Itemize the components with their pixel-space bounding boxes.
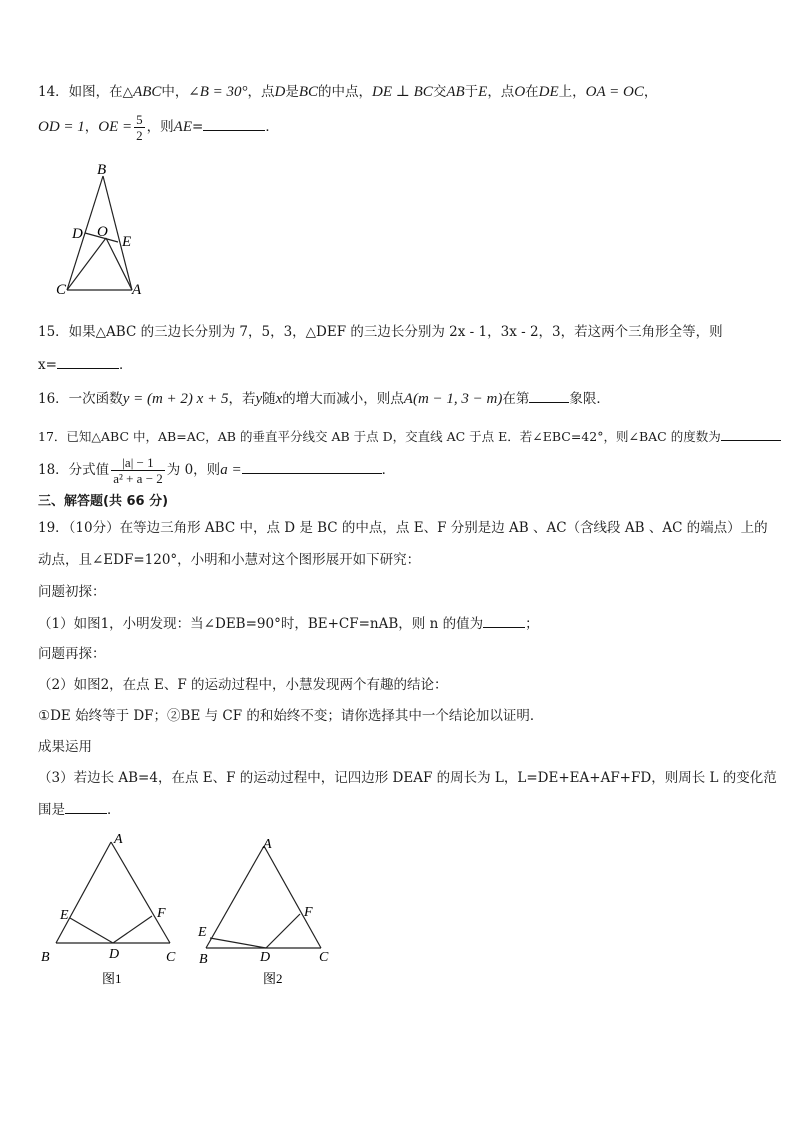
- q14-text: 是: [285, 84, 299, 100]
- q14-text: ．: [265, 119, 279, 135]
- label-b: B: [41, 950, 50, 965]
- q18-text: 18．分式值: [38, 462, 110, 478]
- q16-math: A(m − 1, 3 − m): [403, 391, 503, 407]
- q16-text: ，若: [228, 391, 256, 407]
- q19-part3b: [38, 799, 121, 820]
- q19-part2: （2）如图2，在点 E、F 的运动过程中，小慧发现两个有趣的结论：: [38, 677, 448, 693]
- q18-fraction: [111, 455, 165, 486]
- q19-part1-answer-blank[interactable]: [483, 613, 525, 628]
- segment-df: [266, 914, 300, 948]
- label-d: D: [260, 950, 271, 965]
- label-d: D: [72, 226, 83, 242]
- q19-part3-answer-blank[interactable]: [65, 799, 107, 814]
- q14-text: ，则: [146, 119, 174, 135]
- segment-co: [67, 238, 106, 290]
- segment-ed: [70, 918, 113, 943]
- label-c: C: [56, 282, 67, 298]
- label-e: E: [198, 925, 207, 940]
- q16-answer-blank[interactable]: [529, 388, 569, 403]
- segment-df: [113, 916, 152, 943]
- q14-line2: [38, 112, 279, 143]
- q14-text: ，: [643, 84, 658, 100]
- fraction-denominator: 2: [136, 128, 143, 143]
- q14-math: OA = OC: [585, 84, 644, 100]
- q19-text: 围是: [38, 802, 65, 818]
- q16-text: 随: [262, 391, 276, 407]
- q14-math: DE ⊥ BC: [372, 84, 433, 100]
- q14-math: BC: [298, 84, 319, 100]
- q14-answer-blank[interactable]: [203, 116, 265, 131]
- fraction-numerator: 5: [136, 112, 143, 127]
- q17-text: 17．已知△ABC 中，AB=AC，AB 的垂直平分线交 AB 于点 D，交直线 AC 于点 E．若∠EBC=42°，则∠BAC 的度数为: [38, 429, 721, 444]
- q14-figure: [50, 160, 160, 300]
- q14-math: OD = 1: [38, 119, 85, 135]
- q17-answer-blank[interactable]: [721, 426, 781, 441]
- q18-line: [38, 454, 395, 486]
- label-d: D: [109, 947, 120, 962]
- label-e: E: [60, 908, 69, 923]
- q18-math: a =: [220, 462, 242, 478]
- q14-math: AE: [173, 119, 192, 135]
- q19-part3a: （3）若边长 AB=4，在点 E、F 的运动过程中，记四边形 DEAF 的周长为 L，L=DE+EA+AF+FD，则周长 L 的变化范: [38, 770, 777, 786]
- q16-line: [38, 388, 610, 409]
- q19-heading-1: 问题初探：: [38, 584, 106, 600]
- section-title: 三、解答题(共 66 分): [38, 494, 169, 509]
- q16-text: 象限．: [569, 391, 610, 407]
- q15-line1: 15．如果△ABC 的三边长分别为 7，5，3，△DEF 的三边长分别为 2x - 1，3x - 2，3，若这两个三角形全等，则: [38, 324, 723, 340]
- label-b: B: [97, 162, 107, 178]
- q19-figure-2: [190, 828, 340, 988]
- label-f: F: [157, 906, 166, 921]
- q17-line: [38, 426, 781, 447]
- q19-line1: 19．（10分）在等边三角形 ABC 中，点 D 是 BC 的中点，点 E、F 分别是边 AB 、AC（含线段 AB 、AC 的端点）上的: [38, 520, 768, 536]
- q19-part2b: ①DE 始终等于 DF；②BE 与 CF 的和始终不变；请你选择其中一个结论加以证明．: [38, 708, 544, 724]
- q15-line2: [38, 354, 132, 375]
- q19-line2: 动点，且∠EDF=120°，小明和小慧对这个图形展开如下研究：: [38, 552, 421, 568]
- q16-text: 的增大而减小，则点: [282, 391, 404, 407]
- segment-ed: [210, 938, 266, 948]
- q16-text: 16．一次函数: [38, 391, 123, 407]
- q16-math: x: [275, 391, 283, 407]
- q19-text: ；: [525, 616, 539, 632]
- segment-ac: [111, 842, 170, 943]
- q19-heading-3: 成果运用: [38, 739, 92, 755]
- q14-math: OE =: [98, 119, 133, 135]
- q14-math: D: [274, 84, 286, 100]
- q14-text: 的中点，: [318, 84, 373, 100]
- q14-text: =: [192, 119, 204, 135]
- q18-answer-blank[interactable]: [242, 459, 382, 474]
- segment-ac: [264, 846, 321, 948]
- figure-2-caption: 图2: [263, 971, 283, 986]
- q19-heading-2: 问题再探：: [38, 646, 106, 662]
- q14-text: ，点: [487, 84, 515, 100]
- q14-math: B = 30°: [199, 84, 248, 100]
- q19-text: ．: [107, 802, 121, 818]
- label-c: C: [319, 950, 329, 965]
- label-f: F: [304, 905, 313, 920]
- label-a: A: [114, 832, 123, 847]
- q18-text: 为 0，则: [166, 462, 221, 478]
- q14-math: O: [514, 84, 526, 100]
- q15-text: ．: [118, 357, 133, 373]
- label-a: A: [263, 837, 272, 852]
- label-e: E: [122, 234, 132, 250]
- label-o: O: [97, 224, 108, 240]
- q16-math: y: [255, 391, 263, 407]
- q15-answer-blank[interactable]: [57, 354, 119, 369]
- q14-math: AB: [446, 84, 465, 100]
- q14-math: DE: [538, 84, 559, 100]
- q19-part1: [38, 613, 539, 634]
- q14-text: ，: [84, 119, 99, 135]
- segment-ab: [56, 842, 111, 943]
- q14-text: ，点: [247, 84, 275, 100]
- q18-text: ．: [381, 462, 396, 478]
- q14-text: 在: [525, 84, 539, 100]
- q14-text: 中，∠: [161, 84, 200, 100]
- q15-text: x=: [38, 357, 57, 373]
- q14-fraction: [134, 112, 145, 143]
- q14-math: ABC: [133, 84, 162, 100]
- label-c: C: [166, 950, 176, 965]
- q14-text: 交: [432, 84, 447, 100]
- q14-text: 于: [464, 84, 479, 100]
- fraction-numerator: |a| − 1: [111, 455, 165, 471]
- segment-ab: [206, 846, 264, 948]
- q14-math: E: [478, 84, 488, 100]
- figure-1-caption: 图1: [102, 971, 122, 986]
- q19-text: （1）如图1，小明发现：当∠DEB=90°时，BE+CF=nAB，则 n 的值为: [38, 616, 484, 632]
- q14-line1: [38, 82, 657, 102]
- q14-text: 14．如图，在△: [38, 84, 134, 100]
- q16-math: y = (m + 2) x + 5: [122, 391, 229, 407]
- fraction-denominator: a² + a − 2: [113, 471, 163, 486]
- q14-text: 上，: [558, 84, 586, 100]
- q16-text: 在第: [502, 391, 530, 407]
- q19-figure-1: [38, 828, 188, 988]
- label-a: A: [132, 282, 142, 298]
- label-b: B: [199, 952, 208, 967]
